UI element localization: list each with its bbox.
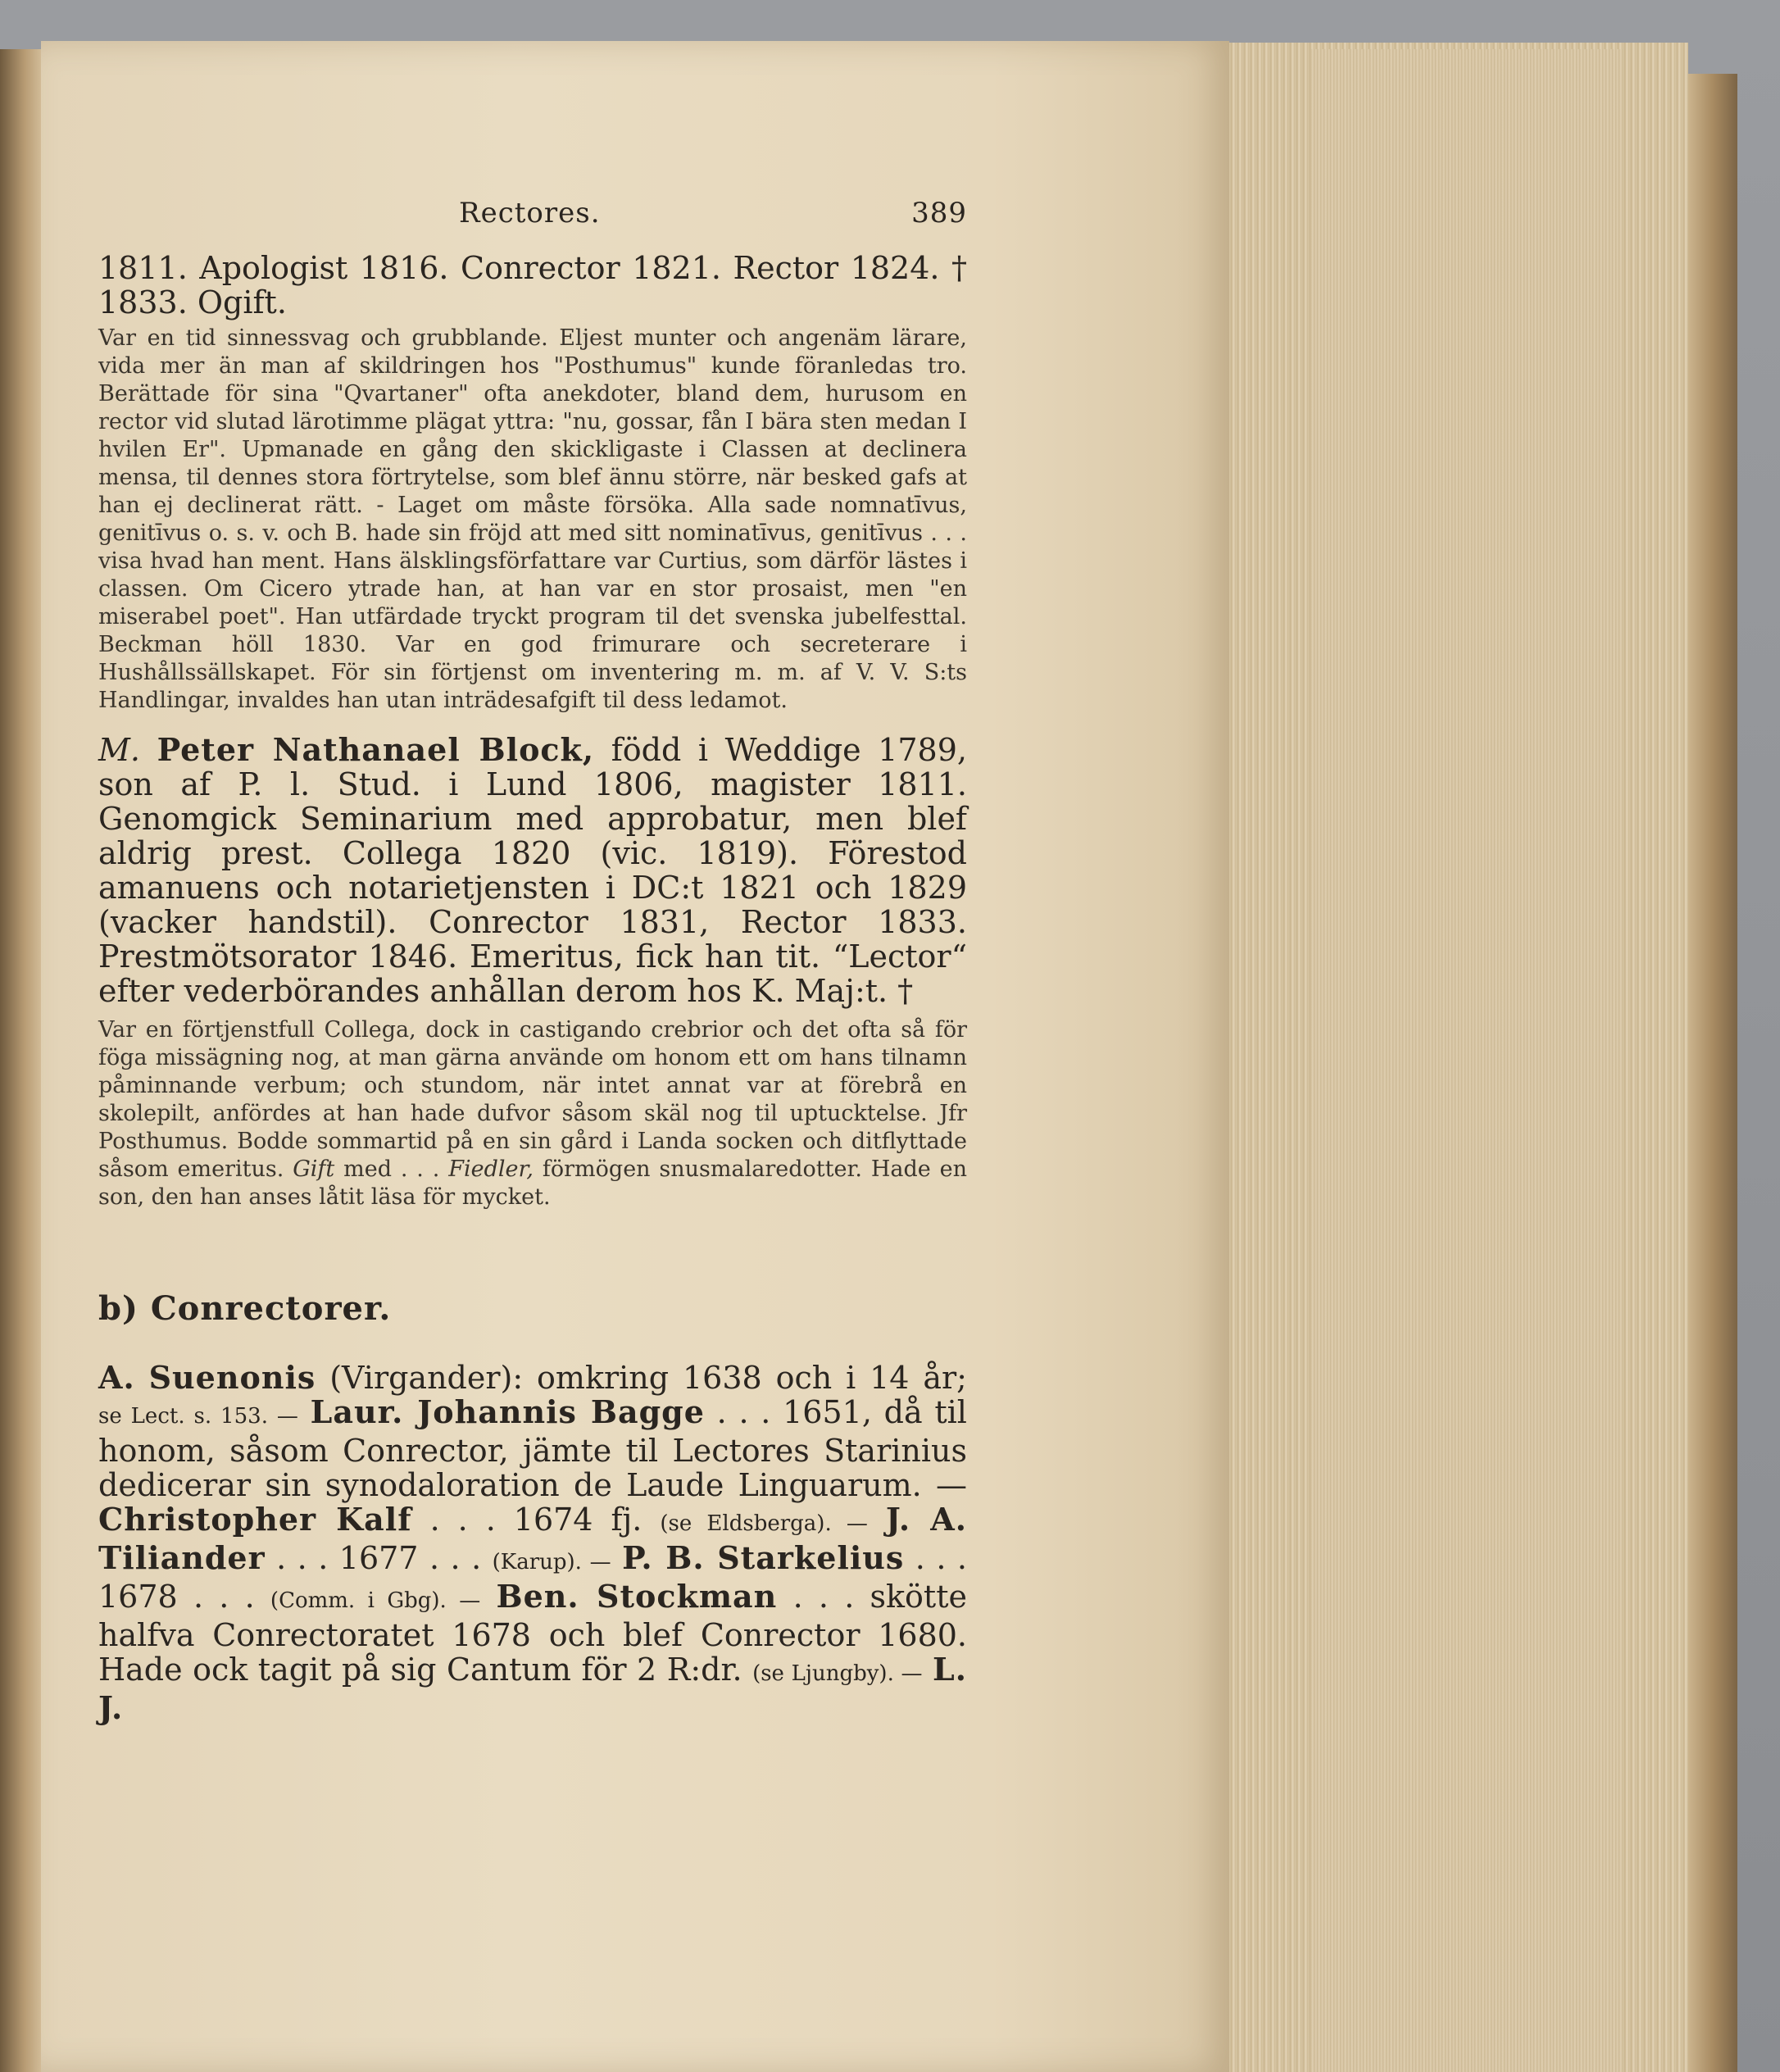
text-1-small: se Lect. s. 153. — bbox=[98, 1404, 298, 1429]
page-content bbox=[98, 180, 967, 1725]
text-5: . . . 1678 . . . bbox=[98, 1540, 967, 1615]
name-lj: L. J. bbox=[98, 1651, 967, 1726]
conrectorer-paragraph bbox=[98, 1361, 967, 1725]
text-5-small: (Comm. i Gbg). — bbox=[270, 1588, 481, 1613]
text-6: . . . skötte halfva Conrectoratet 1678 och blef Conrector 1680. Hade ock tagit på sig Cantum för 2 R:dr. bbox=[98, 1579, 967, 1688]
running-header bbox=[98, 180, 967, 229]
note-text-b: med . . . bbox=[343, 1156, 440, 1182]
entry-text: född i Weddige 1789, son af P. l. Stud. i Lund 1806, magister 1811. Genomgick Seminarium med approbatur, men blef aldrig prest. Collega 1820 (vic. 1819). Förestod amanuens och notarietjensten i DC:t 1821 och 1829 (vacker handstil). Conrector 1831, Rector 1833. Prestmötsorator 1846. Emeritus, fick han tit. “Lector“ efter vederbörandes anhållan derom hos K. Maj:t. † bbox=[98, 732, 967, 1009]
left-page-edge bbox=[0, 49, 45, 2072]
page-number: 389 bbox=[911, 197, 967, 229]
name-bagge: Laur. Johannis Bagge bbox=[310, 1393, 705, 1430]
page-edges-face bbox=[1311, 49, 1623, 2072]
entry-prefix: M. bbox=[98, 732, 140, 768]
entry-name: Peter Nathanael Block, bbox=[157, 731, 595, 768]
name-starkelius: P. B. Starkelius bbox=[622, 1539, 905, 1576]
note-text-a: Var en förtjenstfull Collega, dock in castigando crebrior och det ofta så för föga missägning nog, at man gärna använde om honom ett om hans tilnamn påminnande verbum; och stundom, när intet annat var at förebrå en skolepilt, anfördes at han hade dufvor såsom skäl nog til uptucktelse. Jfr Posthumus. Bodde sommartid på en sin gård i Landa socken och ditflyttade såsom emeritus. bbox=[98, 1017, 967, 1182]
entry-note-2 bbox=[98, 1016, 967, 1211]
text-3: . . . 1674 fj. bbox=[429, 1502, 643, 1538]
name-stockman: Ben. Stockman bbox=[496, 1578, 778, 1615]
text-2: . . . 1651, då til honom, såsom Conrector, jämte til Lectores Starinius dedicerar sin synodaloration de Laude Linguarum. — bbox=[98, 1394, 967, 1503]
text-1: (Virgander): omkring 1638 och i 14 år; bbox=[329, 1360, 967, 1396]
note-fiedler: Fiedler, bbox=[448, 1156, 534, 1182]
text-3-small: (se Eldsberga). — bbox=[660, 1511, 868, 1536]
entry-letter: A. bbox=[98, 1359, 135, 1396]
text-4-small: (Karup). — bbox=[492, 1550, 611, 1574]
section-heading: b) Conrectorer. bbox=[98, 1289, 392, 1328]
running-title: Rectores. bbox=[459, 197, 601, 229]
entry-dates: 1811. Apologist 1816. Conrector 1821. Rector 1824. † 1833. Ogift. bbox=[98, 250, 967, 320]
note-text-c: förmögen snusmalaredotter. Hade en son, den han anses låtit läsa för mycket. bbox=[98, 1156, 967, 1210]
name-suenonis: Suenonis bbox=[148, 1359, 316, 1396]
note-gift: Gift bbox=[293, 1156, 335, 1182]
text-6-small: (se Ljungby). — bbox=[752, 1661, 923, 1686]
book-cover-edge bbox=[1688, 74, 1737, 2072]
entry-block bbox=[98, 733, 967, 1008]
entry-note-1: Var en tid sinnessvag och grubblande. Eljest munter och angenäm lärare, vida mer än man af skildringen hos "Posthumus" kunde föranledas tro. Berättade för sina "Qvartaner" ofta anekdoter, bland dem, hurusom en rector vid slutad lärotimme plägat yttra: "nu, gossar, fån I bära sten medan I hvilen Er". Upmanade en gång den skickligaste i Classen at declinera mensa, til dennes stora förtrytelse, som blef ännu större, när besked gafs at han ej declinerat rätt. - Laget om måste försöka. Alla sade nomnatīvus, genitīvus o. s. v. och B. hade sin fröjd att med sitt nominatīvus, genitīvus . . . visa hvad han ment. Hans älsklingsförfattare var Curtius, som därför lästes i classen. Om Cicero ytrade han, at han var en stor prosaist, men "en miserabel poet". Han utfärdade tryckt program til det svenska jubelfesttal. Beckman höll 1830. Var en god frimurare och secreterare i Hushållssällskapet. För sin förtjenst om inventering m. m. af V. V. S:ts Handlingar, invaldes han utan inträdesafgift til dess ledamot. bbox=[98, 325, 967, 713]
name-tiliander: J. A. Tiliander bbox=[98, 1501, 967, 1576]
text-4: . . . 1677 . . . bbox=[276, 1540, 482, 1576]
name-kalf: Christopher Kalf bbox=[98, 1501, 412, 1538]
